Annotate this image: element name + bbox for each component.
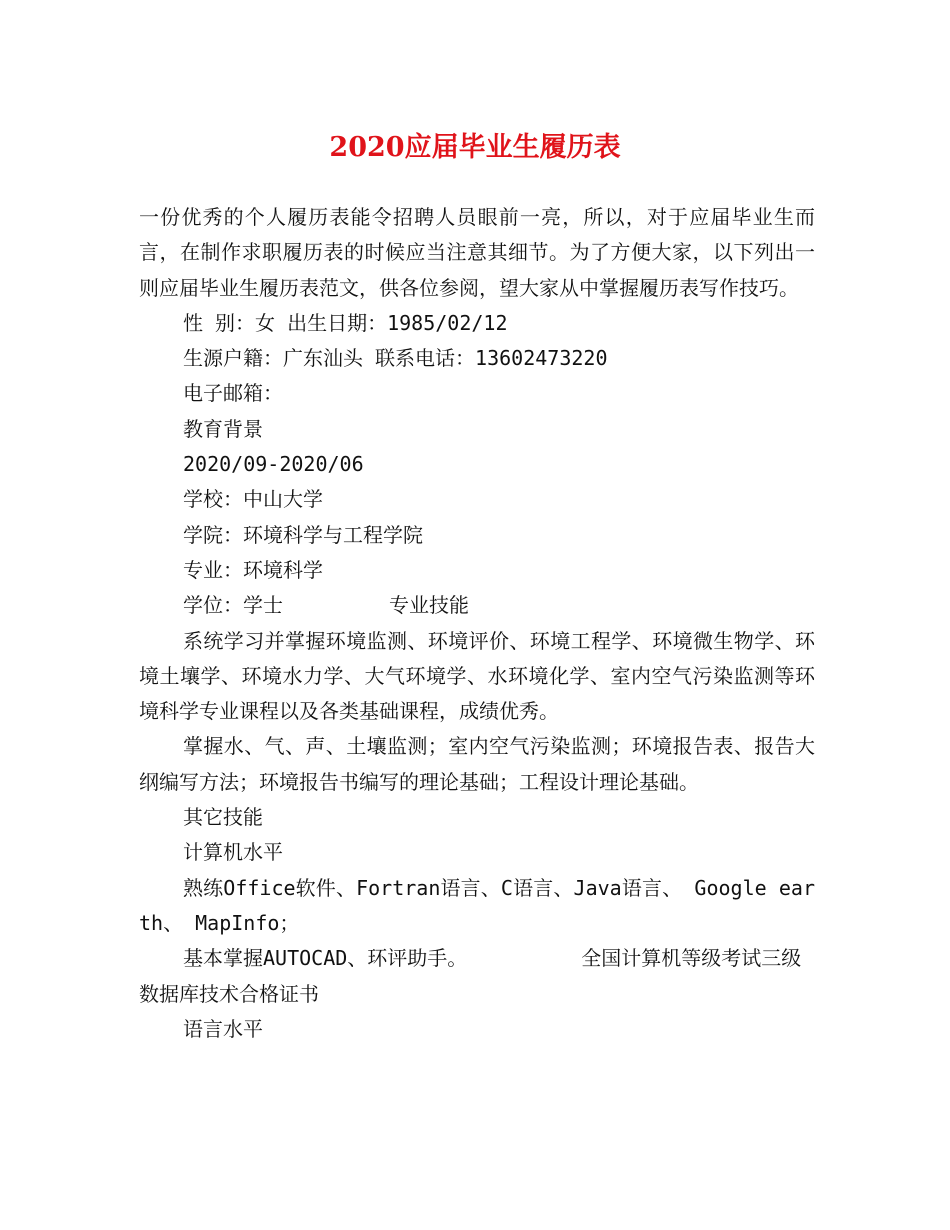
education-period: 2020/09-2020/06 [183,452,364,477]
gender-birth-line: 性 别：女 出生日期：1985/02/12 [183,310,508,335]
email-line: 电子邮箱： [183,381,283,406]
document-title: 2020应届毕业生履历表 [329,132,621,163]
computer-basic-text: 基本掌握AUTOCAD、环评助手。 [183,946,468,971]
computer-heading: 计算机水平 [183,840,283,865]
computer-software-paragraph: 熟练Office软件、Fortran语言、C语言、Java语言、 Google earth、 MapInfo； [139,875,815,935]
skills-courses-paragraph: 系统学习并掌握环境监测、环境评价、环境工程学、环境微生物学、环境土壤学、环境水力学、大气环境学、水环境化学、室内空气污染监测等环境科学专业课程以及各类基础课程，成绩优秀。 [139,628,815,724]
computer-cert-text: 全国计算机等级考试三级数据库技术合格证书 [139,946,802,1006]
major-line: 专业：环境科学 [183,557,323,582]
education-heading: 教育背景 [183,416,263,441]
skills-methods-paragraph: 掌握水、气、声、土壤监测；室内空气污染监测；环境报告表、报告大纲编写方法；环境报告书编写的理论基础；工程设计理论基础。 [139,734,815,794]
origin-phone-line: 生源户籍：广东汕头 联系电话：13602473220 [183,346,608,371]
document-body [139,200,815,1047]
degree-skills-line [139,588,815,623]
computer-basic-paragraph [139,941,815,1012]
school-line: 学校：中山大学 [183,487,323,512]
intro-paragraph: 一份优秀的个人履历表能令招聘人员眼前一亮，所以，对于应届毕业生而言，在制作求职履历表的时候应当注意其细节。为了方便大家，以下列出一则应届毕业生履历表范文，供各位参阅，望大家从中掌握履历表写作技巧。 [139,205,815,300]
skills-heading: 专业技能 [389,593,469,618]
other-skills-heading: 其它技能 [183,805,263,830]
degree-text: 学位：学士 [183,593,283,618]
language-heading: 语言水平 [183,1016,263,1041]
college-line: 学院：环境科学与工程学院 [183,522,423,547]
